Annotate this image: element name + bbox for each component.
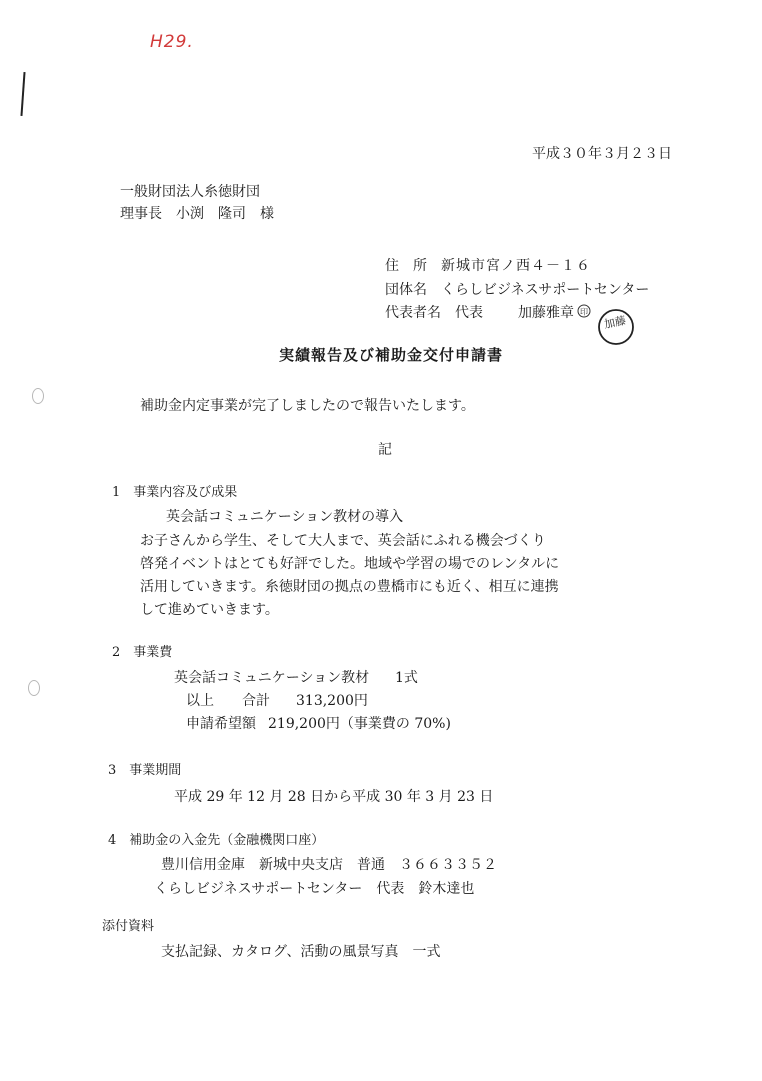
margin-pen-mark xyxy=(20,72,25,116)
section-2-heading: 2 事業費 xyxy=(112,645,173,660)
expense-item: 英会話コミュニケーション教材 xyxy=(174,670,370,686)
section-1-line: 啓発イベントはとても好評でした。地域や学習の場でのレンタルに xyxy=(140,556,560,572)
punch-hole-mark xyxy=(28,680,40,696)
svg-text:加藤: 加藤 xyxy=(602,313,628,332)
intro-text: 補助金内定事業が完了しましたので報告いたします。 xyxy=(140,398,475,414)
total-label: 以上 合計 xyxy=(186,693,270,709)
small-seal-mark xyxy=(577,304,591,318)
document-date: 平成３０年３月２３日 xyxy=(532,146,672,162)
attachments-label: 添付資料 xyxy=(102,919,155,934)
recipient-name: 理事長 小渕 隆司 様 xyxy=(120,206,274,222)
address-label: 住 所 xyxy=(385,258,427,274)
total-value: 313,200円 xyxy=(296,693,368,709)
section-1-heading: 1 事業内容及び成果 xyxy=(112,485,238,500)
project-period: 平成 29 年 12 月 28 日から平成 30 年 3 月 23 日 xyxy=(174,789,494,805)
recipient-org: 一般財団法人糸徳財団 xyxy=(120,184,260,200)
section-1-subheading: 英会話コミュニケーション教材の導入 xyxy=(166,509,404,525)
expense-quantity: 1式 xyxy=(395,670,418,686)
representative-name: 加藤雅章 xyxy=(518,305,574,321)
section-1-line: 活用していきます。糸徳財団の拠点の豊橋市にも近く、相互に連携 xyxy=(140,579,559,595)
address-value: 新城市宮ノ西４－１６ xyxy=(441,258,591,274)
account-holder: くらしビジネスサポートセンター 代表 鈴木達也 xyxy=(154,881,475,897)
document-title: 実績報告及び補助金交付申請書 xyxy=(279,346,504,364)
bank-account: 豊川信用金庫 新城中央支店 普通 ３６６３３５２ xyxy=(161,857,497,873)
section-1-line: して進めていきます。 xyxy=(140,602,279,618)
section-1-line: お子さんから学生、そして大人まで、英会話にふれる機会づくり xyxy=(140,533,546,549)
section-3-heading: 3 事業期間 xyxy=(108,763,182,778)
svg-text:印: 印 xyxy=(580,307,588,317)
ki-heading: 記 xyxy=(378,442,392,458)
request-label: 申請希望額 xyxy=(186,716,256,732)
personal-seal-stamp xyxy=(597,308,635,346)
request-value: 219,200円（事業費の 70%) xyxy=(268,716,451,732)
attachments-value: 支払記録、カタログ、活動の風景写真 一式 xyxy=(161,944,441,960)
org-value: くらしビジネスサポートセンター xyxy=(441,282,650,298)
section-4-heading: 4 補助金の入金先（金融機関口座） xyxy=(108,833,325,848)
handwritten-note: H29. xyxy=(150,32,194,52)
representative-title: 代表 xyxy=(455,305,483,321)
representative-label: 代表者名 xyxy=(385,305,441,321)
punch-hole-mark xyxy=(32,388,44,404)
org-label: 団体名 xyxy=(385,282,427,298)
